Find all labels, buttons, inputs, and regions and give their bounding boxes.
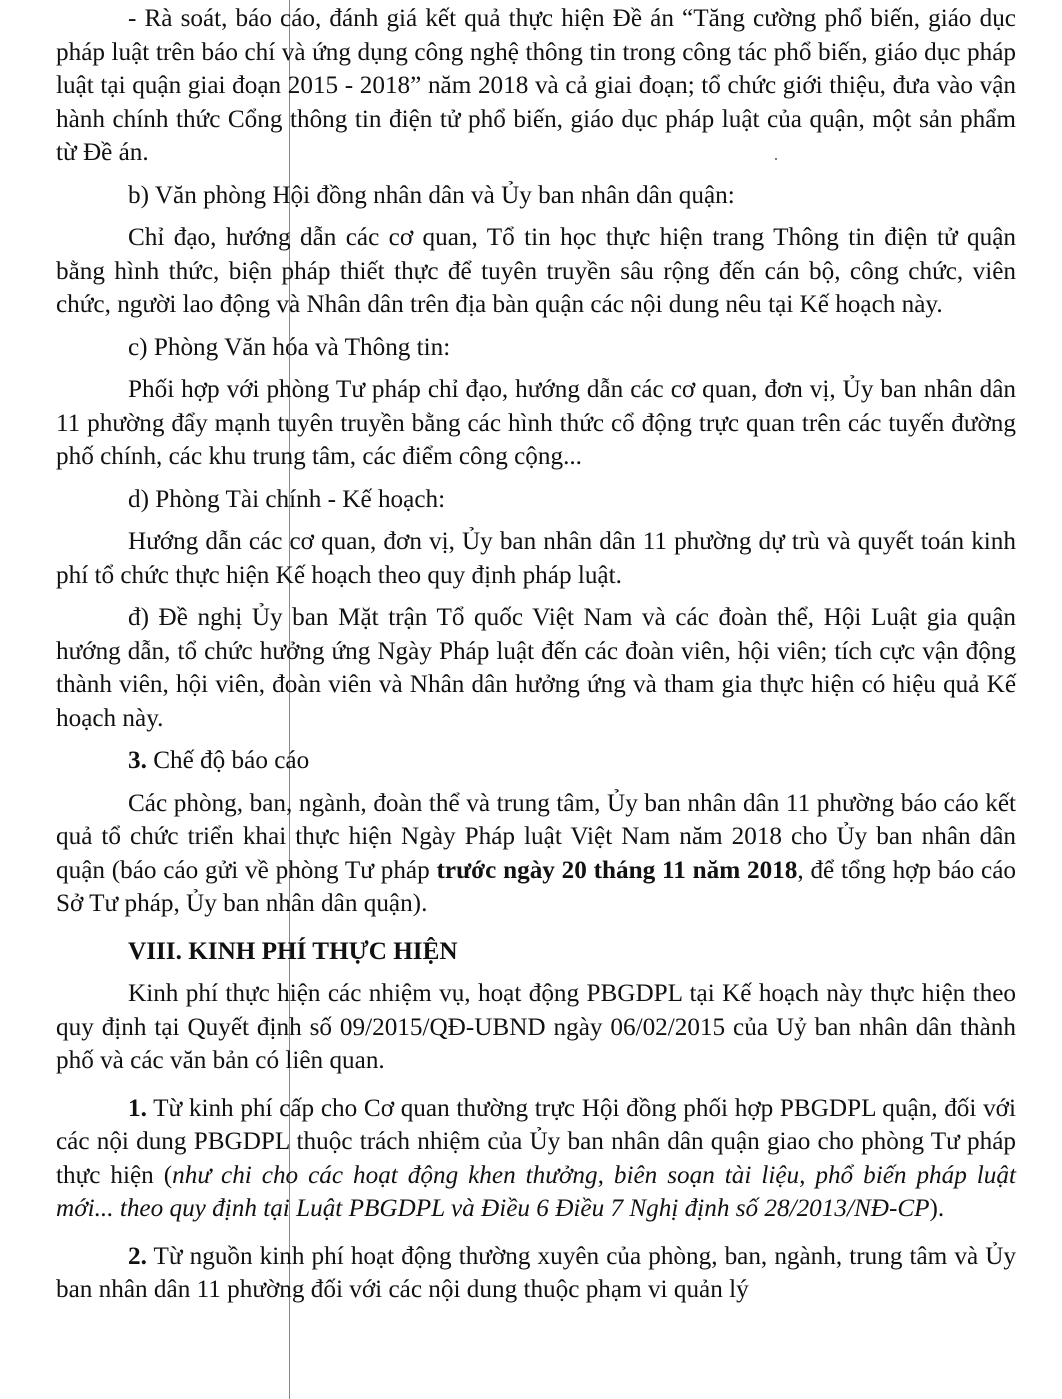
section-3-deadline: trước ngày 20 tháng 11 năm 2018	[436, 856, 798, 884]
section-viii-heading: VIII. KINH PHÍ THỰC HIỆN	[128, 937, 458, 965]
item-b-body: Chỉ đạo, hướng dẫn các cơ quan, Tổ tin học thực hiện trang Thông tin điện tử quận bằng hình thức, biện pháp thiết thực để tuyên truyền sâu rộng đến cán bộ, công chức, viên chức, người lao động và Nhân dân trên địa bàn quận các nội dung nêu tại Kế hoạch này.	[56, 224, 1016, 318]
section-3-title	[56, 744, 1016, 778]
document-page	[56, 0, 1016, 1307]
section-3-text: Các phòng, ban, ngành, đoàn thể và trung tâm, Ủy ban nhân dân 11 phường báo cáo kết quả tổ chức triển khai thực hiện Ngày Pháp luật Việt Nam năm 2018 cho Ủy ban nhân dân quận (báo cáo gửi về phòng Tư pháp	[56, 789, 1016, 884]
item-c-body: Phối hợp với phòng Tư pháp chỉ đạo, hướng dẫn các cơ quan, đơn vị, Ủy ban nhân dân 11 phường đẩy mạnh tuyên truyền bằng các hình thức cổ động trực quan trên các tuyến đường phố chính, các khu trung tâm, các điểm công cộng...	[56, 376, 1016, 470]
funding-item-2-number: 2.	[128, 1242, 147, 1270]
item-dd-body: đ) Đề nghị Ủy ban Mặt trận Tổ quốc Việt Nam và các đoàn thể, Hội Luật gia quận hướng dẫn, tổ chức hưởng ứng Ngày Pháp luật đến các đoàn viên, hội viên; tích cực vận động thành viên, hội viên, đoàn viên và Nhân dân hưởng ứng và tham gia thực hiện có hiệu quả Kế hoạch này.	[56, 604, 1016, 732]
section-3-number: 3.	[128, 747, 147, 774]
section-3-label: Chế độ báo cáo	[146, 747, 310, 774]
funding-item-1-italic: như chi cho các hoạt động khen thưởng, biên soạn tài liệu, phổ biến pháp luật mới... theo quy định tại Luật PBGDPL và Điều 6 Điều 7 Nghị định số 28/2013/NĐ-CP	[56, 1161, 1016, 1222]
funding-item-1-text: Từ kinh phí cấp cho Cơ quan thường trực Hội đồng phối hợp PBGDPL quận, đối với các nội dung PBGDPL thuộc trách nhiệm của Ủy ban nhân dân quận giao cho phòng Tư pháp thực hiện (	[56, 1094, 1016, 1189]
item-d-body: Hướng dẫn các cơ quan, đơn vị, Ủy ban nhân dân 11 phường dự trù và quyết toán kinh phí tổ chức thực hiện Kế hoạch theo quy định pháp luật.	[56, 528, 1016, 589]
item-c-title: c) Phòng Văn hóa và Thông tin:	[128, 333, 451, 361]
section-3-text-end: , để tổng hợp báo cáo Sở Tư pháp, Ủy ban nhân dân quận).	[56, 856, 1016, 917]
funding-item-2	[56, 1240, 1016, 1307]
item-b-title: b) Văn phòng Hội đồng nhân dân và Ủy ban nhân dân quận:	[128, 181, 735, 209]
funding-item-1-end: ).	[929, 1195, 945, 1222]
item-d-title: d) Phòng Tài chính - Kế hoạch:	[128, 485, 446, 513]
funding-item-2-text: Từ nguồn kinh phí hoạt động thường xuyên của phòng, ban, ngành, trung tâm và Ủy ban nhân dân 11 phường đối với các nội dung thuộc phạm vi quản lý	[56, 1242, 1016, 1303]
funding-item-1-number: 1.	[128, 1094, 147, 1122]
section-viii-body: Kinh phí thực hiện các nhiệm vụ, hoạt động PBGDPL tại Kế hoạch này thực hiện theo quy định tại Quyết định số 09/2015/QĐ-UBND ngày 06/02/2015 của Uỷ ban nhân dân thành phố và các văn bản có liên quan.	[56, 980, 1016, 1074]
funding-item-1	[56, 1092, 1016, 1226]
paragraph-review-report: - Rà soát, báo cáo, đánh giá kết quả thực hiện Đề án “Tăng cường phổ biến, giáo dục pháp luật trên báo chí và ứng dụng công nghệ thông tin trong công tác phổ biến, giáo dục pháp luật tại quận giai đoạn 2015 - 2018” năm 2018 và cả giai đoạn; tổ chức giới thiệu, đưa vào vận hành chính thức Cổng thông tin điện tử phổ biến, giáo dục pháp luật của quận, một sản phẩm từ Đề án.	[56, 5, 1016, 166]
section-3-body	[56, 787, 1016, 921]
